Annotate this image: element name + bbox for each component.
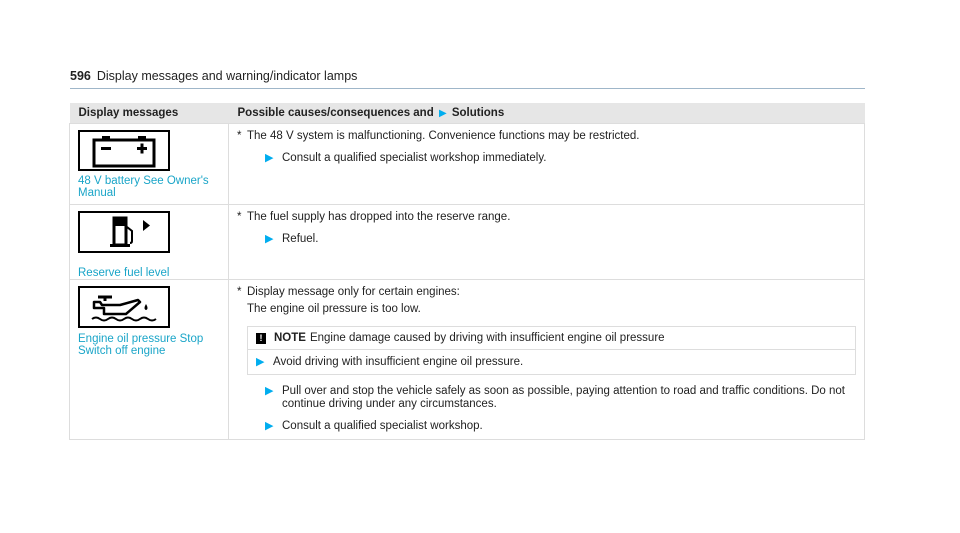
table-row <box>70 124 865 205</box>
table-row <box>70 205 865 280</box>
step-text: Refuel. <box>282 233 319 245</box>
step-arrow-icon: ▶ <box>265 233 274 245</box>
solution-arrow-icon: ▶ <box>438 108 447 119</box>
display-cell <box>70 205 229 280</box>
display-label-line: Switch off engine <box>78 345 166 357</box>
solution-cell <box>229 280 865 440</box>
solution-step <box>265 152 856 165</box>
messages-table <box>69 103 865 440</box>
solution-step <box>265 233 856 246</box>
cause-text-line: Display message only for certain engines: <box>247 286 460 298</box>
fuel-pump-icon <box>78 211 170 253</box>
battery-icon <box>78 130 170 171</box>
display-cell <box>70 280 229 440</box>
oil-can-icon <box>78 286 170 328</box>
cause-item <box>237 130 856 143</box>
solution-cell <box>229 124 865 205</box>
solution-cell <box>229 205 865 280</box>
bullet-star: * <box>237 211 242 223</box>
display-label: 48 V battery See Owner's Manual <box>78 175 209 199</box>
page-number: 596 <box>70 69 91 83</box>
step-arrow-icon: ▶ <box>265 152 274 164</box>
step-text: Pull over and stop the vehicle safely as soon as possible, paying attention to road and traffic conditions. Do not continue driving under any circumstances. <box>282 385 845 410</box>
step-arrow-icon: ▶ <box>265 420 274 432</box>
column-header-solutions-prefix: Possible causes/consequences and <box>237 107 434 119</box>
note-title: NOTE <box>274 332 306 344</box>
cause-text: The 48 V system is malfunctioning. Convenience functions may be restricted. <box>247 130 640 142</box>
column-header-solutions-suffix: Solutions <box>451 107 505 119</box>
table-row <box>70 280 865 440</box>
display-label <box>78 333 228 357</box>
note-block <box>247 326 856 375</box>
step-arrow-icon: ▶ <box>265 385 274 397</box>
bullet-star: * <box>237 286 242 298</box>
column-header-display <box>70 103 229 124</box>
solution-step <box>265 385 856 411</box>
step-text: Consult a qualified specialist workshop. <box>282 420 483 432</box>
cause-text-line: The engine oil pressure is too low. <box>247 303 421 315</box>
column-header-display-label: Display messages <box>78 107 179 119</box>
step-text: Consult a qualified specialist workshop immediately. <box>282 152 547 164</box>
bullet-star: * <box>237 130 242 142</box>
display-label-line: Engine oil pressure Stop <box>78 333 204 345</box>
note-box <box>247 326 856 350</box>
cause-text: The fuel supply has dropped into the reserve range. <box>247 211 511 223</box>
display-label: Reserve fuel level <box>78 267 170 279</box>
page-header <box>70 69 865 89</box>
note-text: Engine damage caused by driving with insufficient engine oil pressure <box>309 332 665 344</box>
warning-icon: ! <box>256 333 266 344</box>
table-header-row <box>70 103 865 124</box>
display-cell <box>70 124 229 205</box>
cause-text <box>247 286 856 316</box>
step-arrow-icon: ▶ <box>256 356 265 368</box>
page-title: Display messages and warning/indicator lamps <box>96 69 358 83</box>
cause-item <box>237 211 856 224</box>
column-header-solutions <box>229 103 865 124</box>
solution-step <box>265 420 856 433</box>
note-step-box <box>247 350 856 375</box>
cause-item <box>237 286 856 316</box>
note-step-text: Avoid driving with insufficient engine oil pressure. <box>273 356 524 368</box>
